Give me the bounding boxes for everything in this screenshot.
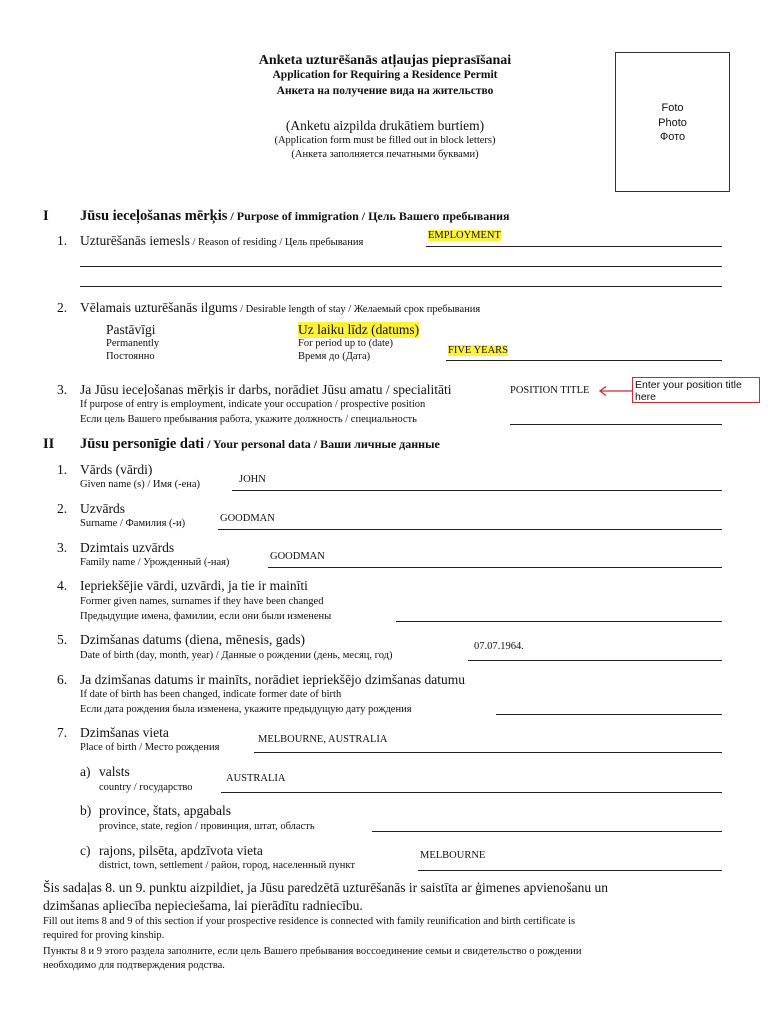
- temporary-option-ru: Время до (Дата): [298, 351, 371, 362]
- subitem-letter: c): [80, 843, 91, 858]
- item-number: 1.: [57, 233, 68, 248]
- item-number: 7.: [57, 725, 68, 740]
- photo-box[interactable]: [615, 52, 730, 192]
- occupation-input[interactable]: [510, 424, 722, 425]
- date-of-birth-label: Dzimšanas datums (diena, mēnesis, gads): [80, 632, 305, 647]
- reason-value[interactable]: EMPLOYMENT: [428, 230, 501, 241]
- province-label: province, štats, apgabals: [99, 803, 231, 818]
- form-note-lv: (Anketu aizpilda drukātiem burtiem): [285, 118, 485, 133]
- place-of-birth-label: Dzimšanas vieta: [80, 725, 169, 740]
- province-sublabel: province, state, region / провинция, штат, область: [99, 821, 315, 832]
- former-names-input[interactable]: [396, 621, 722, 622]
- family-name-value[interactable]: GOODMAN: [270, 551, 325, 562]
- given-name-value[interactable]: JOHN: [239, 474, 266, 485]
- footer-note-ru-2: необходимо для подтверждения родства.: [43, 960, 225, 971]
- stay-until-value[interactable]: FIVE YEARS: [448, 345, 508, 356]
- item-number: 2.: [57, 501, 68, 516]
- photo-label-en: Photo: [658, 116, 687, 129]
- subitem-letter: a): [80, 764, 91, 779]
- section-2-number: II: [43, 436, 55, 452]
- occupation-label-lv: Ja Jūsu ieceļošanas mērķis ir darbs, norādiet Jūsu amatu / specialitāti: [80, 382, 452, 397]
- temporary-option-en: For period up to (date): [298, 338, 394, 349]
- item-number: 5.: [57, 632, 68, 647]
- given-name-label: Vārds (vārdi): [80, 462, 153, 477]
- form-title-lv: Anketa uzturēšanās atļaujas pieprasīšanai: [258, 53, 512, 68]
- item-number: 3.: [57, 382, 68, 397]
- form-title-ru: Анкета на получение вида на жительство: [276, 85, 494, 97]
- former-dob-input[interactable]: [496, 714, 722, 715]
- photo-label-lv: Foto: [661, 102, 684, 114]
- town-value[interactable]: MELBOURNE: [420, 850, 486, 861]
- place-of-birth-value[interactable]: MELBOURNE, AUSTRALIA: [258, 734, 388, 745]
- position-title-hint: Enter your position title here: [632, 377, 760, 403]
- form-note-ru: (Анкета заполняется печатными буквами): [291, 149, 479, 160]
- length-of-stay-label: Vēlamais uzturēšanās ilgums / Desirable length of stay / Желаемый срок пребывания: [80, 300, 481, 315]
- reason-input-line-3[interactable]: [80, 286, 722, 287]
- place-of-birth-input[interactable]: [254, 752, 722, 753]
- family-name-input[interactable]: [268, 567, 722, 568]
- family-name-sublabel: Family name / Урожденный (-ная): [80, 557, 230, 568]
- town-sublabel: district, town, settlement / район, город, населенный пункт: [99, 860, 355, 871]
- arrow-left-icon: [598, 385, 634, 397]
- section-2-title: Jūsu personīgie dati / Your personal data / Ваши личные данные: [80, 436, 440, 452]
- former-names-en: Former given names, surnames if they have been changed: [80, 596, 324, 607]
- permanent-option-en: Permanently: [106, 338, 160, 349]
- footer-note-ru-1: Пункты 8 и 9 этого раздела заполните, если цель Вашего пребывания воссоединение семьи и свидетельство о рождении: [43, 946, 582, 957]
- subitem-letter: b): [80, 803, 92, 818]
- photo-label-ru: Фото: [659, 131, 686, 143]
- temporary-option-lv[interactable]: Uz laiku līdz (datums): [298, 322, 420, 337]
- footer-note-lv-1: Šis sadaļas 8. un 9. punktu aizpildiet, ja Jūsu paredzētā uzturēšanās ir saistīta ar ģimenes apvienošanu un: [43, 880, 608, 895]
- date-of-birth-input[interactable]: [468, 660, 722, 661]
- surname-label: Uzvārds: [80, 501, 125, 516]
- permanent-option-ru: Постоянно: [106, 351, 155, 362]
- country-label: valsts: [99, 764, 130, 779]
- date-of-birth-sublabel: Date of birth (day, month, year) / Данные о рождении (день, месяц, год): [80, 650, 393, 661]
- surname-sublabel: Surname / Фамилия (-и): [80, 518, 186, 529]
- former-names-ru: Предыдущие имена, фамилии, если они были изменены: [80, 611, 332, 622]
- town-label: rajons, pilsēta, apdzīvota vieta: [99, 843, 263, 858]
- footer-note-en-1: Fill out items 8 and 9 of this section if your prospective residence is connected with family reunification and birth certificate is: [43, 916, 576, 927]
- section-1-title: Jūsu ieceļošanas mērķis / Purpose of immigration / Цель Вашего пребывания: [80, 208, 510, 224]
- place-of-birth-sublabel: Place of birth / Место рождения: [80, 742, 220, 753]
- item-number: 6.: [57, 672, 68, 687]
- former-names-label: Iepriekšējie vārdi, uzvārdi, ja tie ir mainīti: [80, 578, 308, 593]
- form-note-en: (Application form must be filled out in block letters): [274, 135, 496, 146]
- reason-input[interactable]: [426, 246, 722, 247]
- family-name-label: Dzimtais uzvārds: [80, 540, 175, 555]
- section-1-number: I: [43, 208, 49, 224]
- country-sublabel: country / государство: [99, 782, 193, 793]
- town-input[interactable]: [418, 870, 722, 871]
- surname-value[interactable]: GOODMAN: [220, 513, 275, 524]
- occupation-value[interactable]: POSITION TITLE: [510, 385, 590, 396]
- former-dob-en: If date of birth has been changed, indicate former date of birth: [80, 689, 342, 700]
- former-dob-ru: Если дата рождения была изменена, укажите предыдущую дату рождения: [80, 704, 412, 715]
- former-dob-label: Ja dzimšanas datums ir mainīts, norādiet iepriekšējo dzimšanas datumu: [80, 672, 466, 687]
- date-of-birth-value[interactable]: 07.07.1964.: [474, 641, 524, 652]
- surname-input[interactable]: [218, 529, 722, 530]
- item-number: 3.: [57, 540, 68, 555]
- stay-until-input[interactable]: [446, 360, 722, 361]
- item-number: 2.: [57, 300, 68, 315]
- given-name-input[interactable]: [232, 490, 722, 491]
- footer-note-en-2: required for proving kinship.: [43, 930, 165, 941]
- given-name-sublabel: Given name (s) / Имя (-ена): [80, 479, 201, 490]
- province-input[interactable]: [372, 831, 722, 832]
- occupation-label-en: If purpose of entry is employment, indicate your occupation / prospective position: [80, 399, 426, 410]
- reason-input-line-2[interactable]: [80, 266, 722, 267]
- occupation-label-ru: Если цель Вашего пребывания работа, укажите должность / специальность: [80, 414, 417, 425]
- permanent-option-lv[interactable]: Pastāvīgi: [106, 322, 156, 337]
- country-value[interactable]: AUSTRALIA: [226, 773, 286, 784]
- reason-label: Uzturēšanās iemesls / Reason of residing / Цель пребывания: [80, 233, 364, 248]
- footer-note-lv-2: dzimšanas apliecība nepieciešama, lai pierādītu radniecību.: [43, 898, 363, 913]
- item-number: 1.: [57, 462, 68, 477]
- item-number: 4.: [57, 578, 68, 593]
- form-title-en: Application for Requiring a Residence Permit: [272, 69, 498, 81]
- country-input[interactable]: [221, 792, 722, 793]
